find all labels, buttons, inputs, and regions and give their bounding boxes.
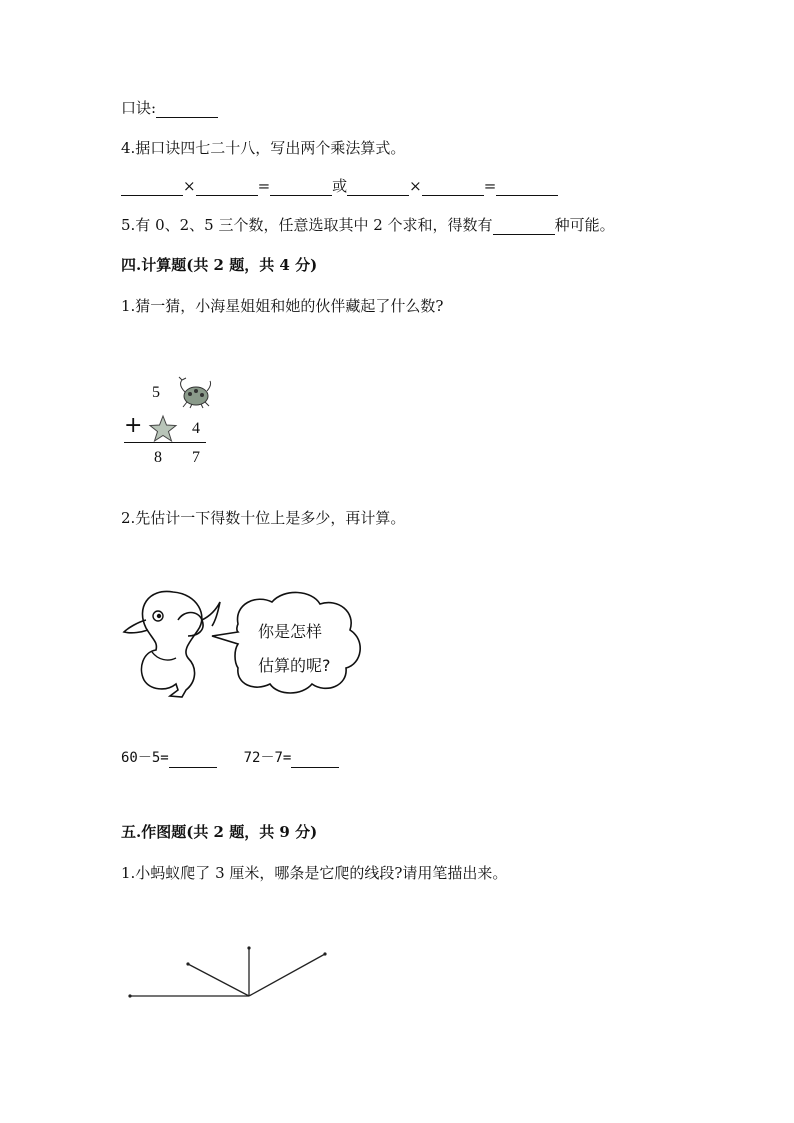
puzzle-second-digit: 4 [192,420,200,437]
line-segments-figure[interactable] [125,940,355,1010]
crab-icon [174,375,214,409]
speech-bubble [208,588,368,698]
puzzle-top-digit: 5 [152,384,160,401]
section4-q2-question: 2.先估计一下得数十位上是多少，再计算。 [121,509,406,527]
section5-heading: 五.作图题(共 2 题，共 9 分) [121,823,318,841]
addition-puzzle [120,372,220,472]
expr-1: 60－5= [121,750,169,766]
expr-2: 72－7= [243,750,292,766]
q4-or: 或 [332,177,348,195]
q3-label: 口诀: [121,99,157,117]
section4-q1-question: 1.猜一猜，小海星姐姐和她的伙伴藏起了什么数? [121,297,444,315]
bubble-line-1: 你是怎样 [258,622,323,641]
q3-answer-blank[interactable] [156,103,218,118]
puzzle-result-ones: 7 [192,449,200,466]
estimation-row [121,748,339,768]
q4-blank-5[interactable] [422,181,484,196]
section4-heading: 四.计算题(共 2 题，共 4 分) [121,256,318,274]
section5-q1-question: 1.小蚂蚁爬了 3 厘米，哪条是它爬的线段?请用笔描出来。 [121,864,508,882]
puzzle-result-tens: 8 [154,449,162,466]
q4-times-1: × [183,177,196,195]
q4-blank-4[interactable] [347,181,409,196]
q4-blank-6[interactable] [496,181,558,196]
q4-blank-1[interactable] [121,181,183,196]
q4-blank-2[interactable] [196,181,258,196]
q4-times-2: × [409,177,422,195]
segment-left-diagonal[interactable] [188,964,249,996]
expr-1-blank[interactable] [169,755,217,768]
q4-equals-1: = [257,177,271,195]
q4-blank-3[interactable] [270,181,332,196]
segment-right-diagonal[interactable] [249,954,325,996]
q5-question [121,215,615,235]
q4-equals-2: = [483,177,497,195]
q4-answer-row [121,176,558,196]
starfish-icon [148,414,178,444]
q3-answer-line [121,98,218,118]
q5-answer-blank[interactable] [493,220,555,235]
q5-text-after: 种可能。 [554,216,615,234]
q4-question: 4.据口诀四七二十八，写出两个乘法算式。 [121,139,406,157]
bubble-line-2: 估算的呢? [258,656,331,675]
puzzle-plus-sign: + [124,413,143,438]
q5-text-before: 5.有 0、2、5 三个数，任意选取其中 2 个求和，得数有 [121,216,493,234]
expr-2-blank[interactable] [291,755,339,768]
puzzle-sum-line [124,442,206,443]
